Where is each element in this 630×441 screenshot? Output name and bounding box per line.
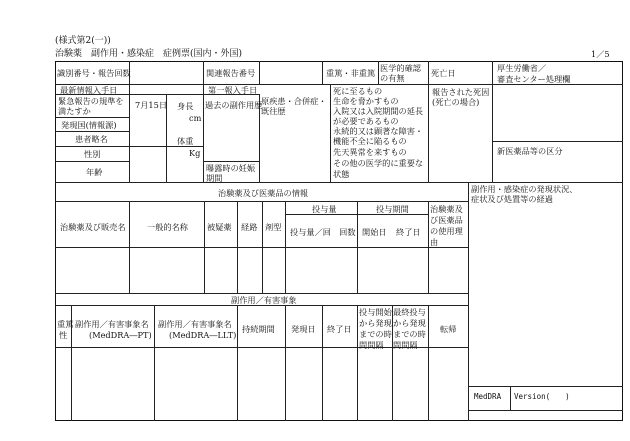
primary-disease-label: 原疾患・合併症・既往歴	[261, 96, 327, 116]
meddra-label: MedDRA	[474, 392, 502, 401]
new-drug-label: 新医薬品等の区分	[497, 146, 563, 156]
height-label: 身長	[177, 101, 194, 111]
seriousness-8: その他の医学的に重要な	[333, 158, 424, 168]
usage-reason-3: の使用理	[430, 226, 463, 236]
end-date-header: 終了日	[396, 227, 421, 237]
interval2-4: 間間隔	[393, 340, 418, 350]
period-header: 投与期間	[376, 204, 409, 214]
pt-name-header: 副作用／有害事象名	[75, 319, 149, 329]
related-number-label: 関連報告番号	[206, 68, 256, 78]
age-label: 年齢	[86, 167, 103, 177]
pmda-label: 審査センター処理欄	[497, 74, 571, 84]
llt-name-header: 副作用／有害事象名	[158, 319, 232, 329]
severity-label: 重篤・非重篤	[326, 68, 376, 78]
seriousness-4: が必要であるもの	[333, 116, 399, 126]
weight-label: 体重	[177, 136, 194, 146]
usage-reason-2: び医薬品	[430, 215, 463, 225]
page-number: 1／5	[591, 49, 610, 59]
onset-date-value: 7月15日	[135, 100, 168, 110]
side-effect-course-1: 副作用・感染症の発現状況、	[471, 184, 578, 194]
interval1-4: 間間隔	[359, 340, 384, 350]
meddra-version: Version( )	[514, 392, 570, 401]
outcome-header: 転帰	[440, 324, 457, 334]
duration-header: 持続期間	[242, 324, 275, 334]
mhlw-label: 厚生労働省／	[497, 63, 547, 73]
form-title: 治験薬 副作用・感染症 症例票(国内・外国)	[55, 49, 243, 59]
side-effect-course-2: 症状及び処置等の経過	[471, 194, 553, 204]
adverse-section-title: 副作用／有害事象	[231, 295, 297, 305]
route-header: 経路	[241, 222, 258, 232]
height-unit: cm	[189, 113, 202, 123]
usage-reason-4: 由	[430, 237, 439, 247]
sex-label: 性別	[84, 149, 101, 159]
llt-code-header: (MedDRA―LLT)	[169, 330, 237, 340]
drug-name-header: 治験薬及び販売名	[60, 222, 126, 232]
drug-section-title: 治験薬及び医薬品の情報	[218, 188, 309, 198]
onset-header: 発現日	[291, 324, 316, 334]
weight-unit: Kg	[189, 148, 201, 158]
form-number: (様式第2(一))	[55, 36, 111, 46]
death-case-label: (死亡の場合)	[432, 97, 480, 107]
past-history-label: 過去の副作用歴	[205, 100, 263, 110]
medical-confirm-label: 医学的確認の有無	[380, 63, 421, 83]
patient-name-label: 患者略名	[75, 134, 108, 144]
first-report-label: 第一報入手日	[208, 85, 258, 95]
interval2-1: 最終投与	[393, 307, 426, 317]
form-header: 剤型	[265, 222, 282, 232]
dose-header: 投与量	[312, 204, 337, 214]
interval1-3: までの時	[359, 329, 392, 339]
latest-info-label: 最新情報入手日	[60, 85, 118, 95]
start-date-header: 開始日	[362, 227, 387, 237]
seriousness-1: 死に至るもの	[333, 86, 383, 96]
seriousness-header-2: 性	[59, 330, 68, 340]
death-date-label: 死亡日	[431, 68, 456, 78]
seriousness-2: 生命を脅かすもの	[333, 96, 399, 106]
seriousness-7: 先天異常を来すもの	[333, 147, 407, 157]
usage-reason-1: 治験薬及	[430, 204, 463, 214]
dose-sub-header: 投与量／回 回数	[290, 227, 356, 237]
generic-name-header: 一般的名称	[147, 222, 188, 232]
end-header: 終了日	[327, 324, 352, 334]
country-label: 発現国(情報源)	[61, 120, 117, 130]
pregnancy-label: 曝露時の妊娠期間	[206, 163, 256, 183]
seriousness-9: 状態	[333, 169, 350, 179]
case-id-label: 識別番号・報告回数	[57, 68, 131, 78]
interval2-2: から発現	[393, 318, 426, 328]
pt-code-header: (MedDRA―PT)	[89, 330, 152, 340]
urgent-criteria-label: 緊急報告の規準を満たすか	[58, 96, 124, 116]
interval1-1: 投与開始	[359, 307, 392, 317]
seriousness-header-1: 重篤	[57, 319, 74, 329]
interval1-2: から発現	[359, 318, 392, 328]
seriousness-5: 永続的又は顕著な障害・	[333, 126, 424, 136]
interval2-3: までの時	[393, 329, 426, 339]
seriousness-3: 入院又は入院期間の延長	[333, 106, 424, 116]
suspect-drug-header: 被疑薬	[207, 222, 232, 232]
seriousness-6: 機能不全に陥るもの	[333, 136, 407, 146]
reported-death-label: 報告された死因	[432, 87, 490, 97]
